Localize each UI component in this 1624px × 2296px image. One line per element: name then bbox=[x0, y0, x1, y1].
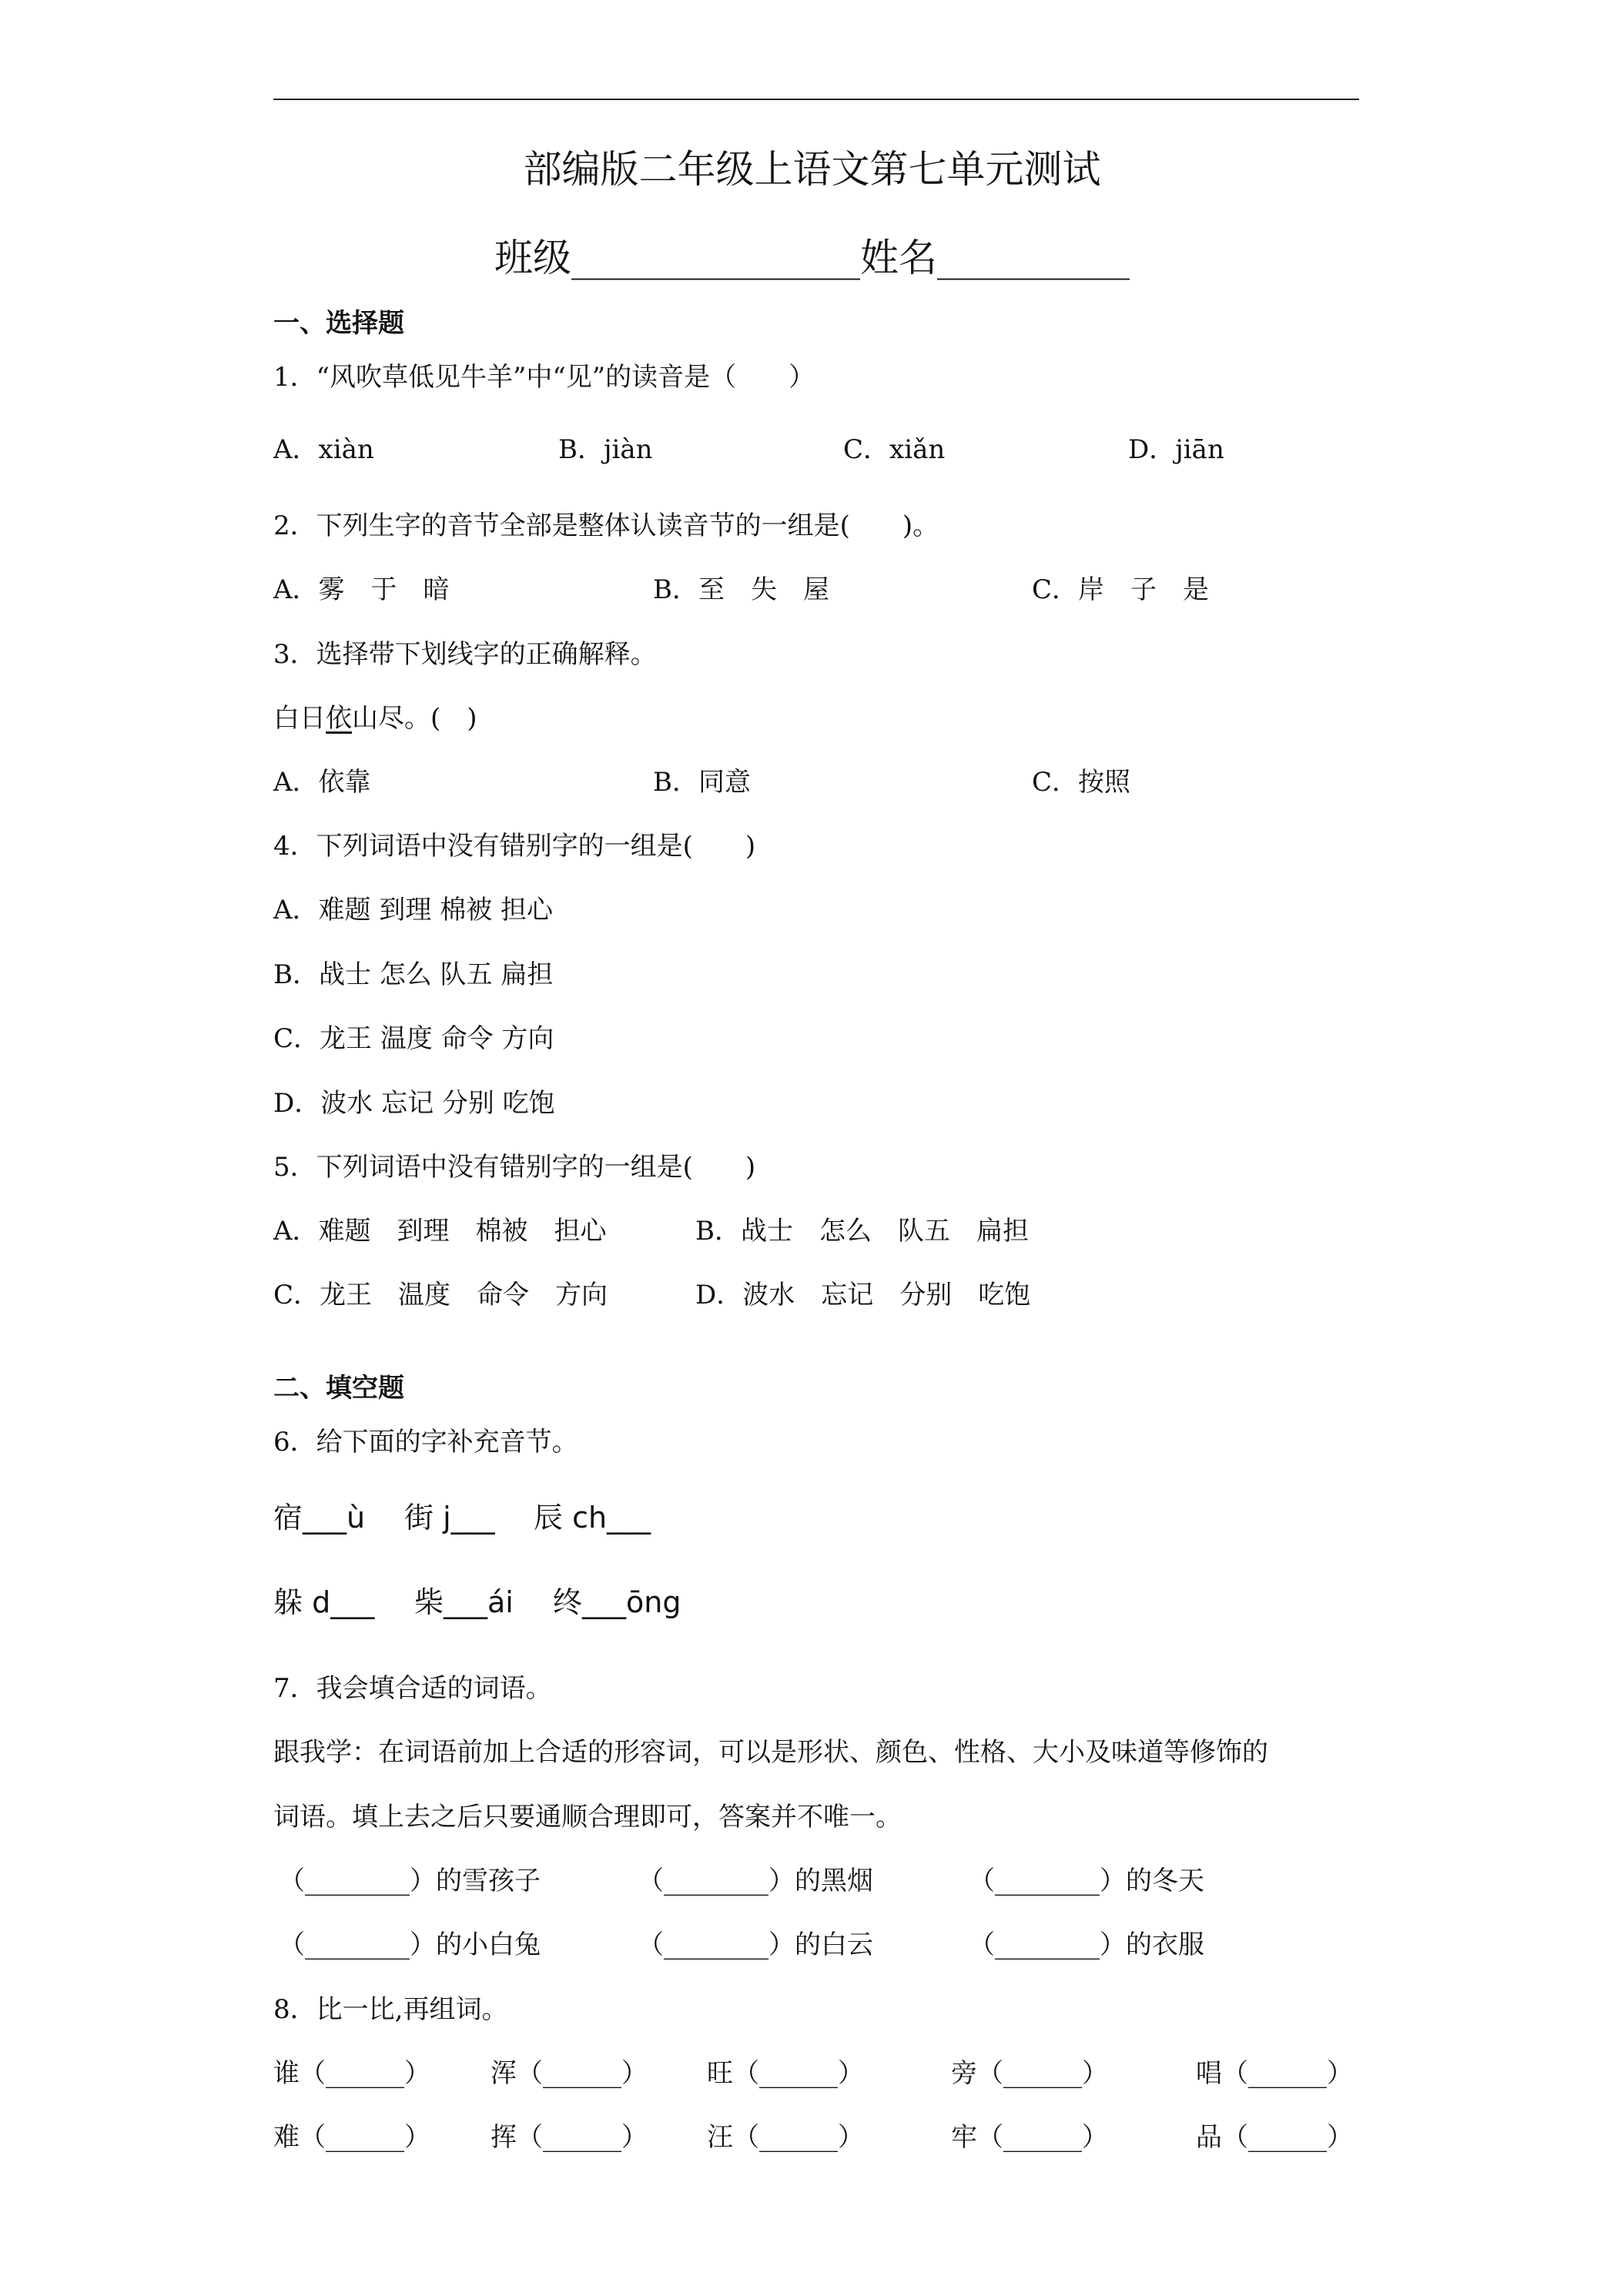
q8-item[interactable]: 谁（______） bbox=[273, 2058, 430, 2089]
q2-option-c[interactable]: C．岸 子 是 bbox=[1032, 574, 1210, 605]
question-8: 8．比一比,再组词。 bbox=[273, 1994, 508, 2025]
q3-option-c[interactable]: C．按照 bbox=[1032, 767, 1131, 798]
name-blank[interactable]: __________ bbox=[937, 236, 1130, 280]
q3-underlined-char: 依 bbox=[326, 703, 352, 734]
q5-option-c[interactable]: C．龙王 温度 命令 方向 bbox=[273, 1280, 608, 1310]
question-2: 2．下列生字的音节全部是整体认读音节的一组是( )。 bbox=[273, 510, 939, 541]
q6-item[interactable]: 柴___ái bbox=[414, 1585, 514, 1619]
q8-item[interactable]: 旁（______） bbox=[951, 2058, 1108, 2089]
page-title: 部编版二年级上语文第七单元测试 bbox=[523, 147, 1101, 192]
q5-option-a[interactable]: A．难题 到理 棉被 担心 bbox=[273, 1216, 607, 1247]
q8-item[interactable]: 难（______） bbox=[273, 2122, 430, 2153]
class-label: 班级 bbox=[494, 236, 571, 280]
q5-option-b[interactable]: B．战士 怎么 队五 扁担 bbox=[695, 1216, 1029, 1247]
q8-item[interactable]: 品（______） bbox=[1196, 2122, 1353, 2153]
q7-blank-item[interactable]: （________）的白云 bbox=[638, 1930, 873, 1960]
q4-option-c[interactable]: C．龙王 温度 命令 方向 bbox=[273, 1023, 554, 1054]
question-6: 6．给下面的字补充音节。 bbox=[273, 1427, 578, 1458]
q7-guide-line-1: 跟我学：在词语前加上合适的形容词，可以是形状、颜色、性格、大小及味道等修饰的 bbox=[273, 1737, 1268, 1768]
q6-item[interactable]: 辰 ch___ bbox=[534, 1501, 651, 1535]
q6-item[interactable]: 终___ōng bbox=[553, 1585, 681, 1619]
q8-item[interactable]: 汪（______） bbox=[707, 2122, 864, 2153]
question-7: 7．我会填合适的词语。 bbox=[273, 1673, 552, 1704]
name-label: 姓名 bbox=[860, 236, 937, 280]
section-heading-fill: 二、填空题 bbox=[273, 1373, 404, 1404]
top-rule bbox=[273, 99, 1359, 100]
q7-blank-item[interactable]: （________）的小白兔 bbox=[279, 1930, 541, 1960]
q8-item[interactable]: 牢（______） bbox=[951, 2122, 1108, 2153]
q8-item[interactable]: 浑（______） bbox=[491, 2058, 648, 2089]
q1-option-d[interactable]: D．jiān bbox=[1128, 434, 1224, 465]
question-1: 1．“风吹草低见牛羊”中“见”的读音是（ ） bbox=[273, 362, 815, 393]
q3-option-a[interactable]: A．依靠 bbox=[273, 767, 371, 798]
question-3: 3．选择带下划线字的正确解释。 bbox=[273, 639, 657, 670]
q4-option-a[interactable]: A．难题 到理 棉被 担心 bbox=[273, 895, 553, 925]
q1-option-b[interactable]: B．jiàn bbox=[558, 434, 653, 465]
section-heading-choice: 一、选择题 bbox=[273, 308, 404, 339]
q4-option-b[interactable]: B．战士 怎么 队五 扁担 bbox=[273, 959, 554, 990]
q8-item[interactable]: 旺（______） bbox=[707, 2058, 864, 2089]
q3-sentence: 白日依山尽。( ) bbox=[273, 703, 477, 734]
q2-option-b[interactable]: B．至 失 屋 bbox=[653, 574, 829, 605]
q7-blank-item[interactable]: （________）的雪孩子 bbox=[279, 1866, 541, 1896]
q1-option-c[interactable]: C．xiǎn bbox=[843, 434, 946, 465]
q5-option-d[interactable]: D．波水 忘记 分别 吃饱 bbox=[695, 1280, 1031, 1310]
q1-option-a[interactable]: A．xiàn bbox=[273, 434, 374, 465]
class-blank[interactable]: _______________ bbox=[571, 236, 860, 280]
q4-option-d[interactable]: D．波水 忘记 分别 吃饱 bbox=[273, 1088, 555, 1119]
q3-option-b[interactable]: B．同意 bbox=[653, 767, 751, 798]
q8-item[interactable]: 唱（______） bbox=[1196, 2058, 1353, 2089]
question-5: 5．下列词语中没有错别字的一组是( ) bbox=[273, 1152, 756, 1183]
q6-item[interactable]: 躲 d___ bbox=[273, 1585, 375, 1619]
q7-guide-line-2: 词语。填上去之后只要通顺合理即可，答案并不唯一。 bbox=[273, 1802, 902, 1832]
q7-blank-item[interactable]: （________）的衣服 bbox=[969, 1930, 1204, 1960]
q2-option-a[interactable]: A．雾 于 暗 bbox=[273, 574, 450, 605]
q8-item[interactable]: 挥（______） bbox=[491, 2122, 648, 2153]
q7-blank-item[interactable]: （________）的冬天 bbox=[969, 1866, 1204, 1896]
question-4: 4．下列词语中没有错别字的一组是( ) bbox=[273, 831, 756, 862]
q7-blank-item[interactable]: （________）的黑烟 bbox=[638, 1866, 873, 1896]
q6-item[interactable]: 宿___ù bbox=[273, 1501, 366, 1535]
q6-item[interactable]: 街 j___ bbox=[404, 1501, 495, 1535]
student-info-line bbox=[0, 227, 1624, 283]
